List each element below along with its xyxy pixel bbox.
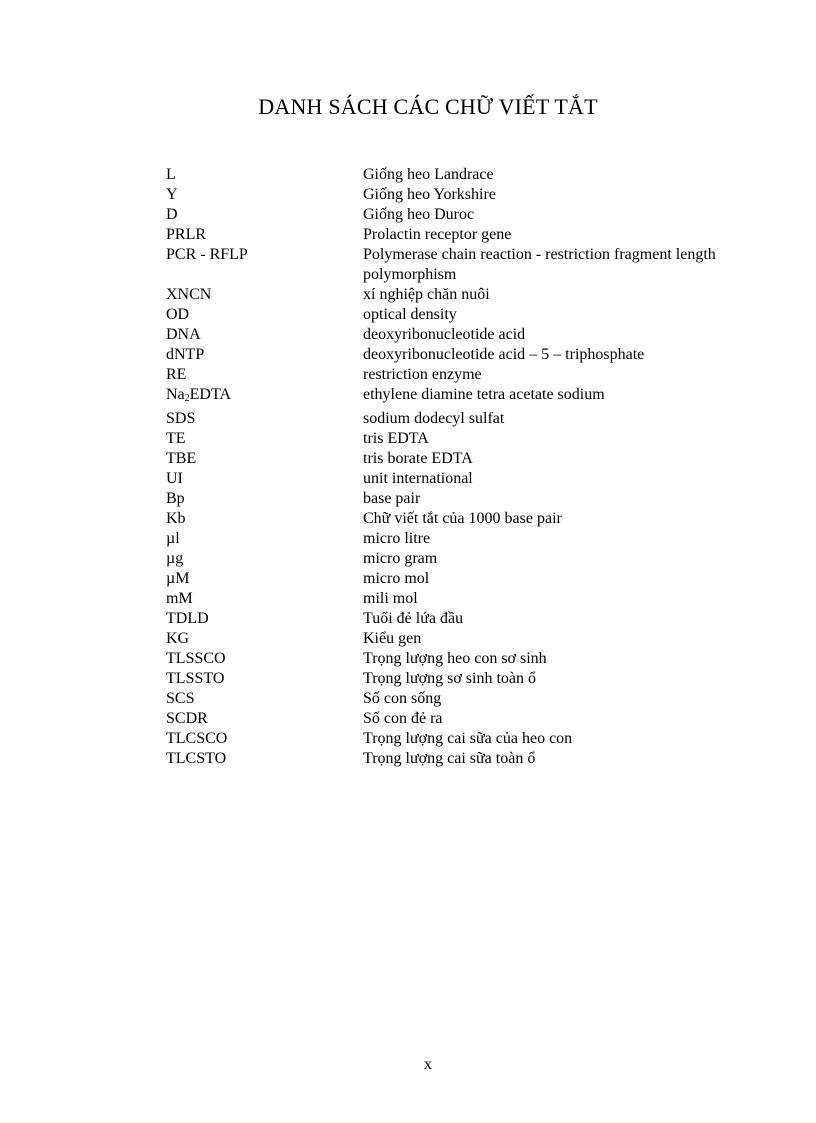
abbreviation-definition: micro litre bbox=[363, 530, 431, 547]
abbreviation-definition: xí nghiệp chăn nuôi bbox=[363, 286, 490, 303]
abbreviation-definition: deoxyribonucleotide acid – 5 – triphosphate bbox=[363, 346, 645, 363]
list-item bbox=[166, 529, 726, 549]
abbreviation-definition: mili mol bbox=[363, 590, 418, 607]
list-item bbox=[166, 365, 726, 385]
abbreviation-list bbox=[166, 165, 726, 769]
abbreviation-term: Bp bbox=[166, 490, 185, 507]
list-item bbox=[166, 489, 726, 509]
abbreviation-definition: tris borate EDTA bbox=[363, 450, 473, 467]
abbreviation-definition: Số con đẻ ra bbox=[363, 710, 443, 727]
term-subscript: 2 bbox=[184, 393, 190, 404]
abbreviation-term: TLCSCO bbox=[166, 730, 228, 747]
abbreviation-term: XNCN bbox=[166, 286, 212, 303]
abbreviation-term: TE bbox=[166, 430, 186, 447]
list-item bbox=[166, 429, 726, 449]
abbreviation-term bbox=[166, 385, 363, 409]
abbreviation-definition: micro gram bbox=[363, 550, 438, 567]
abbreviation-definition: Trọng lượng cai sữa của heo con bbox=[363, 730, 573, 747]
list-item bbox=[166, 649, 726, 669]
abbreviation-term: KG bbox=[166, 630, 190, 647]
term-base: Na bbox=[166, 386, 185, 403]
abbreviation-term: TLSSTO bbox=[166, 670, 225, 687]
abbreviation-definition: Tuổi đẻ lứa đầu bbox=[363, 610, 464, 627]
abbreviation-definition: ethylene diamine tetra acetate sodium bbox=[363, 386, 605, 403]
abbreviation-definition: Kiểu gen bbox=[363, 630, 422, 647]
abbreviation-term: PRLR bbox=[166, 226, 207, 243]
page-number: x bbox=[424, 1056, 432, 1073]
list-item bbox=[166, 225, 726, 245]
term-suffix: EDTA bbox=[189, 386, 232, 403]
list-item bbox=[166, 549, 726, 569]
abbreviation-definition: Trọng lượng heo con sơ sinh bbox=[363, 650, 547, 667]
abbreviation-definition: Prolactin receptor gene bbox=[363, 226, 512, 243]
abbreviation-term: D bbox=[166, 206, 178, 223]
abbreviation-term: SCDR bbox=[166, 710, 208, 727]
abbreviation-definition: optical density bbox=[363, 306, 457, 323]
abbreviation-definition: micro mol bbox=[363, 570, 430, 587]
abbreviation-term: RE bbox=[166, 366, 187, 383]
abbreviation-term: TLCSTO bbox=[166, 750, 227, 767]
list-item bbox=[166, 729, 726, 749]
list-item bbox=[166, 749, 726, 769]
list-item bbox=[166, 285, 726, 305]
abbreviation-definition: Giống heo Landrace bbox=[363, 166, 494, 183]
abbreviation-term: TDLD bbox=[166, 610, 209, 627]
abbreviation-term: µl bbox=[166, 530, 180, 547]
list-item bbox=[166, 689, 726, 709]
list-item bbox=[166, 669, 726, 689]
abbreviation-definition: Chữ viết tắt của 1000 base pair bbox=[363, 510, 562, 527]
abbreviation-definition: deoxyribonucleotide acid bbox=[363, 326, 526, 343]
list-item bbox=[166, 245, 726, 285]
abbreviation-definition: Polymerase chain reaction - restriction fragment length polymorphism bbox=[363, 246, 716, 283]
abbreviation-term: µg bbox=[166, 550, 184, 567]
abbreviation-term: SDS bbox=[166, 410, 196, 427]
list-item bbox=[166, 385, 726, 409]
list-item bbox=[166, 205, 726, 225]
abbreviation-term: TLSSCO bbox=[166, 650, 226, 667]
abbreviation-term: PCR - RFLP bbox=[166, 246, 248, 263]
abbreviation-definition: tris EDTA bbox=[363, 430, 429, 447]
abbreviation-definition: Trọng lượng sơ sinh toàn ổ bbox=[363, 670, 537, 687]
abbreviation-definition: Giống heo Duroc bbox=[363, 206, 475, 223]
list-item bbox=[166, 165, 726, 185]
abbreviation-term: dNTP bbox=[166, 346, 205, 363]
abbreviation-definition: restriction enzyme bbox=[363, 366, 482, 383]
list-item bbox=[166, 449, 726, 469]
abbreviation-term: DNA bbox=[166, 326, 201, 343]
list-item bbox=[166, 589, 726, 609]
abbreviation-term: Y bbox=[166, 186, 178, 203]
list-item bbox=[166, 345, 726, 365]
abbreviation-definition: unit international bbox=[363, 470, 473, 487]
list-item bbox=[166, 709, 726, 729]
page-title: DANH SÁCH CÁC CHỮ VIẾT TẮT bbox=[258, 94, 598, 119]
list-item bbox=[166, 629, 726, 649]
abbreviation-term: µM bbox=[166, 570, 190, 587]
abbreviation-term: L bbox=[166, 166, 176, 183]
list-item bbox=[166, 609, 726, 629]
abbreviation-definition: Trọng lượng cai sữa toàn ổ bbox=[363, 750, 536, 767]
list-item bbox=[166, 409, 726, 429]
list-item bbox=[166, 509, 726, 529]
list-item bbox=[166, 325, 726, 345]
abbreviation-definition: base pair bbox=[363, 490, 421, 507]
list-item bbox=[166, 569, 726, 589]
abbreviation-term: OD bbox=[166, 306, 190, 323]
list-item bbox=[166, 185, 726, 205]
abbreviation-term: SCS bbox=[166, 690, 195, 707]
abbreviation-term: UI bbox=[166, 470, 183, 487]
abbreviation-term: mM bbox=[166, 590, 193, 607]
abbreviation-term: TBE bbox=[166, 450, 197, 467]
abbreviation-definition: sodium dodecyl sulfat bbox=[363, 410, 505, 427]
list-item bbox=[166, 469, 726, 489]
abbreviation-term: Kb bbox=[166, 510, 186, 527]
abbreviation-definition: Số con sống bbox=[363, 690, 442, 707]
abbreviation-definition: Giống heo Yorkshire bbox=[363, 186, 496, 203]
list-item bbox=[166, 305, 726, 325]
